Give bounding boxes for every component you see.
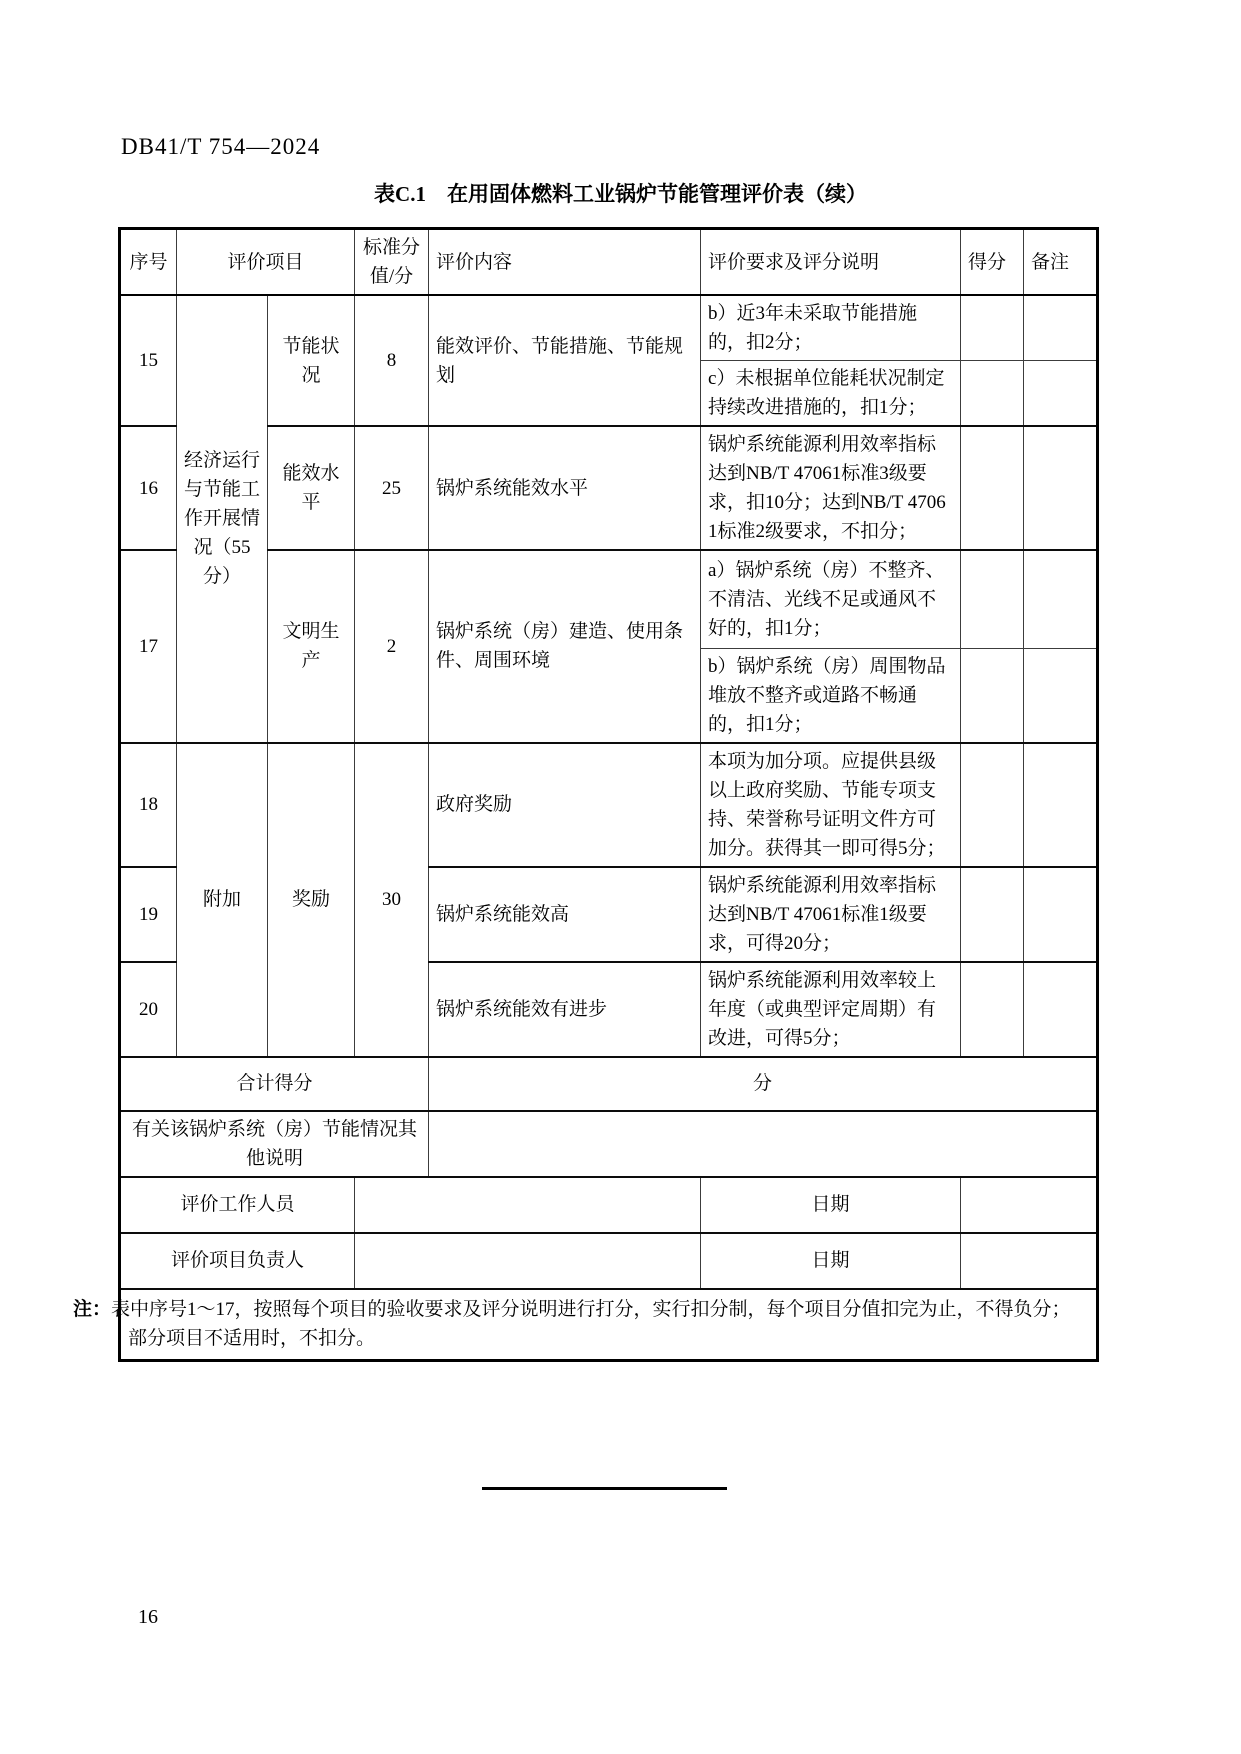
remark-cell — [1024, 867, 1098, 962]
evaluator-label: 评价工作人员 — [120, 1177, 355, 1233]
remark-cell — [1024, 962, 1098, 1057]
content-cell: 政府奖励 — [429, 743, 701, 867]
remark-cell — [1024, 550, 1098, 648]
score-cell — [961, 550, 1024, 648]
score-cell — [961, 648, 1024, 743]
column-header-score: 得分 — [961, 229, 1024, 296]
requirement-cell: 锅炉系统能源利用效率指标达到NB/T 47061标准1级要求，可得20分； — [701, 867, 961, 962]
footnote-cell — [73, 1289, 1098, 1361]
item-label: 能效水平 — [268, 426, 355, 550]
other-notes-row — [120, 1111, 1098, 1177]
content-cell: 能效评价、节能措施、节能规划 — [429, 295, 701, 426]
evaluator-signature-field — [355, 1177, 701, 1233]
item-label: 节能状况 — [268, 295, 355, 426]
date-label: 日期 — [701, 1177, 961, 1233]
table-title: 表C.1 在用固体燃料工业锅炉节能管理评价表（续） — [374, 182, 867, 206]
page-number: 16 — [138, 1606, 158, 1628]
row-number: 18 — [120, 743, 177, 867]
requirement-cell: 锅炉系统能源利用效率指标达到NB/T 47061标准3级要求，扣10分；达到NB/T 47061标准2级要求，不扣分； — [701, 426, 961, 550]
footnote-row — [120, 1289, 1098, 1361]
header-row — [120, 229, 1098, 296]
requirement-cell: a）锅炉系统（房）不整齐、不清洁、光线不足或通风不好的，扣1分； — [701, 550, 961, 648]
end-of-section-rule — [482, 1487, 727, 1490]
content-cell: 锅炉系统能效水平 — [429, 426, 701, 550]
date-label: 日期 — [701, 1233, 961, 1289]
remark-cell — [1024, 648, 1098, 743]
score-cell — [961, 426, 1024, 550]
remark-cell — [1024, 361, 1098, 427]
other-notes-field — [429, 1111, 1098, 1177]
score-cell — [961, 867, 1024, 962]
total-score-row — [120, 1057, 1098, 1111]
content-cell: 锅炉系统（房）建造、使用条件、周围环境 — [429, 550, 701, 743]
item-label: 奖励 — [268, 743, 355, 1057]
score-cell — [961, 295, 1024, 361]
row-number: 19 — [120, 867, 177, 962]
column-header-content: 评价内容 — [429, 229, 701, 296]
footnote-text: 表中序号1～17，按照每个项目的验收要求及评分说明进行打分，实行扣分制，每个项目分值扣完为止，不得负分；部分项目不适用时，不扣分。 — [111, 1299, 1071, 1350]
requirement-cell: c）未根据单位能耗状况制定持续改进措施的，扣1分； — [701, 361, 961, 427]
date-field — [961, 1177, 1098, 1233]
column-header-item: 评价项目 — [177, 229, 355, 296]
column-header-requirement: 评价要求及评分说明 — [701, 229, 961, 296]
std-score-value: 25 — [355, 426, 429, 550]
requirement-cell: 锅炉系统能源利用效率较上年度（或典型评定周期）有改进，可得5分； — [701, 962, 961, 1057]
requirement-cell: b）锅炉系统（房）周围物品堆放不整齐或道路不畅通的，扣1分； — [701, 648, 961, 743]
row-number: 16 — [120, 426, 177, 550]
date-field — [961, 1233, 1098, 1289]
content-cell: 锅炉系统能效有进步 — [429, 962, 701, 1057]
project-leader-label: 评价项目负责人 — [120, 1233, 355, 1289]
remark-cell — [1024, 743, 1098, 867]
item-label: 文明生产 — [268, 550, 355, 743]
evaluation-table — [73, 227, 1099, 1362]
std-score-value: 2 — [355, 550, 429, 743]
project-leader-signature-field — [355, 1233, 701, 1289]
score-cell — [961, 361, 1024, 427]
signature-row — [120, 1177, 1098, 1233]
remark-cell — [1024, 426, 1098, 550]
table-row — [120, 743, 1098, 867]
std-score-value: 8 — [355, 295, 429, 426]
row-number: 17 — [120, 550, 177, 743]
group-label: 附加 — [177, 743, 268, 1057]
column-header-no: 序号 — [120, 229, 177, 296]
total-score-label: 合计得分 — [120, 1057, 429, 1111]
score-cell — [961, 743, 1024, 867]
column-header-remark: 备注 — [1024, 229, 1098, 296]
group-label: 经济运行与节能工作开展情况（55分） — [177, 295, 268, 743]
other-notes-label: 有关该锅炉系统（房）节能情况其他说明 — [120, 1111, 429, 1177]
score-cell — [961, 962, 1024, 1057]
total-score-unit: 分 — [429, 1057, 1098, 1111]
column-header-std-score: 标准分值/分 — [355, 229, 429, 296]
remark-cell — [1024, 295, 1098, 361]
signature-row — [120, 1233, 1098, 1289]
row-number: 15 — [120, 295, 177, 426]
std-score-value: 30 — [355, 743, 429, 1057]
doc-code: DB41/T 754—2024 — [121, 134, 321, 159]
content-cell: 锅炉系统能效高 — [429, 867, 701, 962]
footnote-prefix: 注： — [73, 1299, 112, 1321]
row-number: 20 — [120, 962, 177, 1057]
table-row — [120, 295, 1098, 361]
requirement-cell: b）近3年未采取节能措施的，扣2分； — [701, 295, 961, 361]
requirement-cell: 本项为加分项。应提供县级以上政府奖励、节能专项支持、荣誉称号证明文件方可加分。获得其一即可得5分； — [701, 743, 961, 867]
